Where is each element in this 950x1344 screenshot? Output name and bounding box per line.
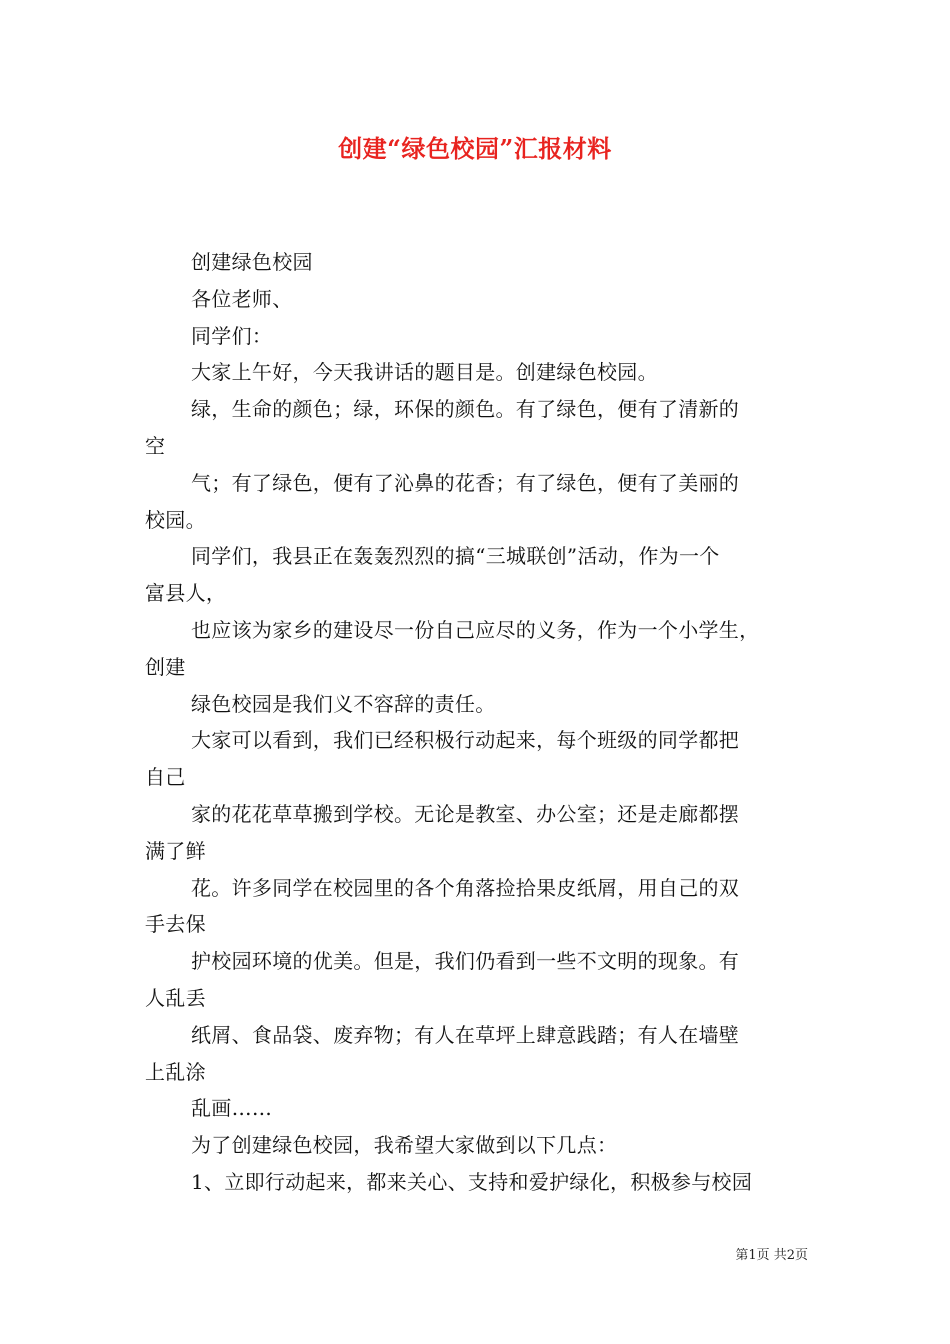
body-line: 上乱涂 bbox=[145, 1059, 206, 1084]
body-line: 家的花花草草搬到学校。无论是教室、办公室；还是走廊都摆 bbox=[191, 801, 740, 826]
body-line: 大家上午好，今天我讲话的题目是。创建绿色校园。 bbox=[191, 360, 658, 385]
body-line: 乱画…… bbox=[191, 1096, 273, 1121]
body-line: 同学们： bbox=[191, 323, 273, 348]
body-line: 校园。 bbox=[145, 507, 206, 532]
document-body bbox=[145, 244, 815, 1201]
body-line: 创建 bbox=[145, 654, 186, 679]
body-line: 手去保 bbox=[145, 912, 206, 937]
body-line: 纸屑、食品袋、废弃物；有人在草坪上肆意践踏；有人在墙壁 bbox=[191, 1022, 740, 1047]
body-line: 满了鲜 bbox=[145, 838, 206, 863]
body-line: 自己 bbox=[145, 765, 186, 790]
page-footer: 第1页 共2页 bbox=[735, 1248, 808, 1263]
body-line: 创建绿色校园 bbox=[191, 250, 313, 274]
body-line: 富县人， bbox=[145, 581, 227, 606]
body-line: 1、立即行动起来，都来关心、支持和爱护绿化，积极参与校园 bbox=[191, 1169, 753, 1194]
body-line: 也应该为家乡的建设尽一份自己应尽的义务，作为一个小学生， bbox=[191, 617, 760, 642]
body-line: 大家可以看到，我们已经积极行动起来，每个班级的同学都把 bbox=[191, 728, 740, 753]
body-line: 人乱丢 bbox=[145, 985, 206, 1010]
body-line: 为了创建绿色校园，我希望大家做到以下几点： bbox=[191, 1133, 618, 1158]
body-line: 各位老师、 bbox=[191, 286, 293, 311]
body-line: 绿色校园是我们义不容辞的责任。 bbox=[191, 691, 496, 716]
body-line: 护校园环境的优美。但是，我们仍看到一些不文明的现象。有 bbox=[191, 949, 740, 974]
body-line: 绿，生命的颜色；绿，环保的颜色。有了绿色，便有了清新的 bbox=[191, 397, 740, 422]
body-line: 花。许多同学在校园里的各个角落捡拾果皮纸屑，用自己的双 bbox=[191, 875, 740, 900]
body-line: 同学们，我县正在轰轰烈烈的搞“三城联创”活动，作为一个 bbox=[191, 544, 720, 569]
body-line: 空 bbox=[145, 433, 166, 458]
document-title: 创建“绿色校园”汇报材料 bbox=[338, 134, 612, 163]
body-line: 气；有了绿色，便有了沁鼻的花香；有了绿色，便有了美丽的 bbox=[191, 470, 740, 495]
